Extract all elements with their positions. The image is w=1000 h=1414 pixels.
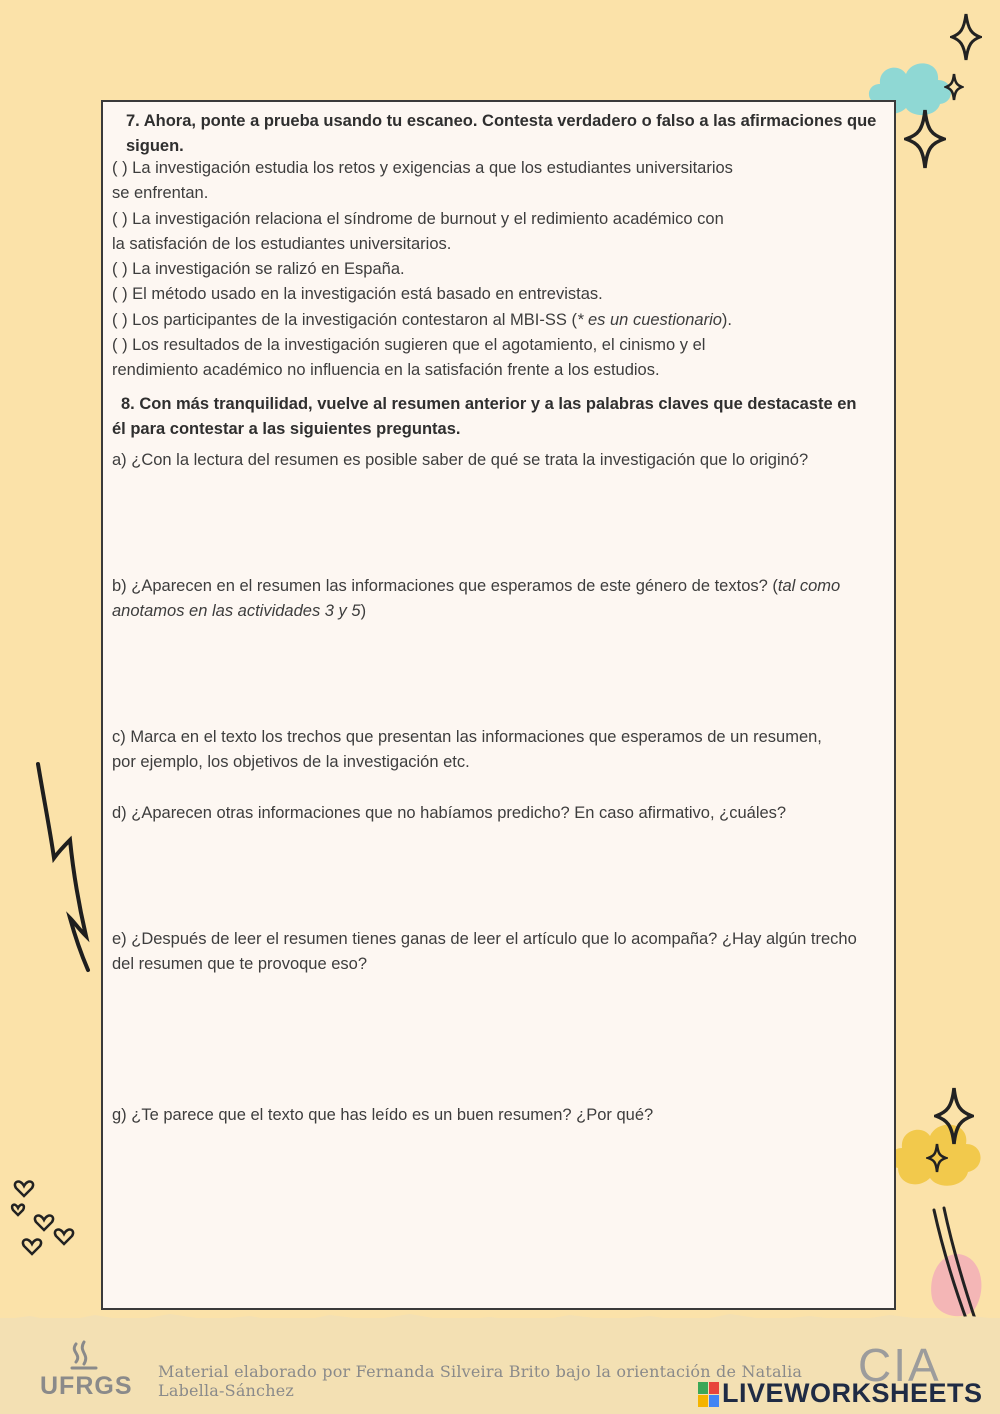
liveworksheets-logo-icon	[698, 1382, 720, 1408]
question-8-heading: 8. Con más tranquilidad, vuelve al resumen anterior y a las palabras claves que destacaste en él para contestar a las siguientes preguntas.	[112, 395, 857, 438]
answer-area-8g[interactable]	[112, 1132, 882, 1302]
question-8b	[112, 574, 872, 624]
statement-1	[112, 156, 882, 206]
torn-paper-edge	[0, 1306, 1000, 1330]
question-8e: e) ¿Después de leer el resumen tienes ganas de leer el artículo que lo acompaña? ¿Hay algún trecho del resumen que te provoque eso?	[112, 930, 857, 973]
ufrgs-logo-icon	[68, 1340, 100, 1374]
sparkle-icon	[904, 108, 946, 170]
statement-1-continuation: se enfrentan.	[112, 184, 209, 202]
statement-6-text: ( ) Los resultados de la investigación sugieren que el agotamiento, el cinismo y el	[112, 336, 706, 354]
sparkle-icon	[926, 1142, 948, 1174]
question-8c: c) Marca en el texto los trechos que presentan las informaciones que esperamos de un resumen, por ejemplo, los objetivos de la investigación etc.	[112, 728, 822, 771]
statement-2-continuation: la satisfación de los estudiantes universitarios.	[112, 235, 452, 253]
hearts-doodle	[10, 1172, 80, 1272]
footer-credit: Material elaborado por Fernanda Silveira Brito bajo la orientación de Natalia Labella-Sánchez	[158, 1362, 803, 1400]
cia-logo: CIA	[858, 1339, 941, 1391]
answer-area-8d[interactable]	[112, 828, 882, 924]
answer-area-8e[interactable]	[112, 980, 882, 1100]
question-8d: d) ¿Aparecen otras informaciones que no habíamos predicho? En caso afirmativo, ¿cuáles?	[112, 804, 787, 822]
question-8b-text: b) ¿Aparecen en el resumen las informaciones que esperamos de este género de textos? (	[112, 577, 778, 595]
statement-4	[112, 282, 882, 307]
question-8b-italic: tal como anotamos en las actividades 3 y 5	[112, 577, 841, 620]
statement-4-text: ( ) El método usado en la investigación está basado en entrevistas.	[112, 285, 603, 303]
answer-area-8a[interactable]	[112, 476, 882, 572]
sparkle-icon	[944, 72, 964, 102]
statement-5-text: ( ) Los participantes de la investigación contestaron al MBI-SS (	[112, 311, 577, 329]
ufrgs-logo-text: UFRGS	[40, 1372, 133, 1400]
statement-3-text: ( ) La investigación se ralizó en España.	[112, 260, 405, 278]
statement-2	[112, 207, 882, 257]
question-7-heading: 7. Ahora, ponte a prueba usando tu escaneo. Contesta verdadero o falso a las afirmaciones que siguen.	[126, 112, 877, 155]
statement-6-continuation: rendimiento académico no influencia en la satisfación frente a los estudios.	[112, 361, 660, 379]
statement-5-suffix: ).	[721, 311, 733, 329]
sparkle-icon	[934, 1086, 974, 1146]
statement-1-text: ( ) La investigación estudia los retos y exigencias a que los estudiantes universitarios	[112, 159, 733, 177]
lightning-doodle	[30, 760, 100, 975]
statement-3	[112, 257, 882, 282]
statement-2-text: ( ) La investigación relaciona el síndrome de burnout y el redimiento académico con	[112, 210, 724, 228]
statement-6	[112, 333, 882, 383]
answer-area-8b[interactable]	[112, 628, 882, 722]
statement-5-italic: * es un cuestionario	[576, 311, 722, 329]
sparkle-icon	[950, 12, 982, 62]
question-8b-suffix: )	[360, 602, 367, 620]
liveworksheets-brand[interactable]: LIVEWORKSHEETS	[722, 1378, 983, 1408]
statement-5	[112, 308, 882, 333]
question-8g: g) ¿Te parece que el texto que has leído es un buen resumen? ¿Por qué?	[112, 1106, 654, 1124]
question-8a: a) ¿Con la lectura del resumen es posible saber de qué se trata la investigación que lo originó?	[112, 451, 809, 469]
